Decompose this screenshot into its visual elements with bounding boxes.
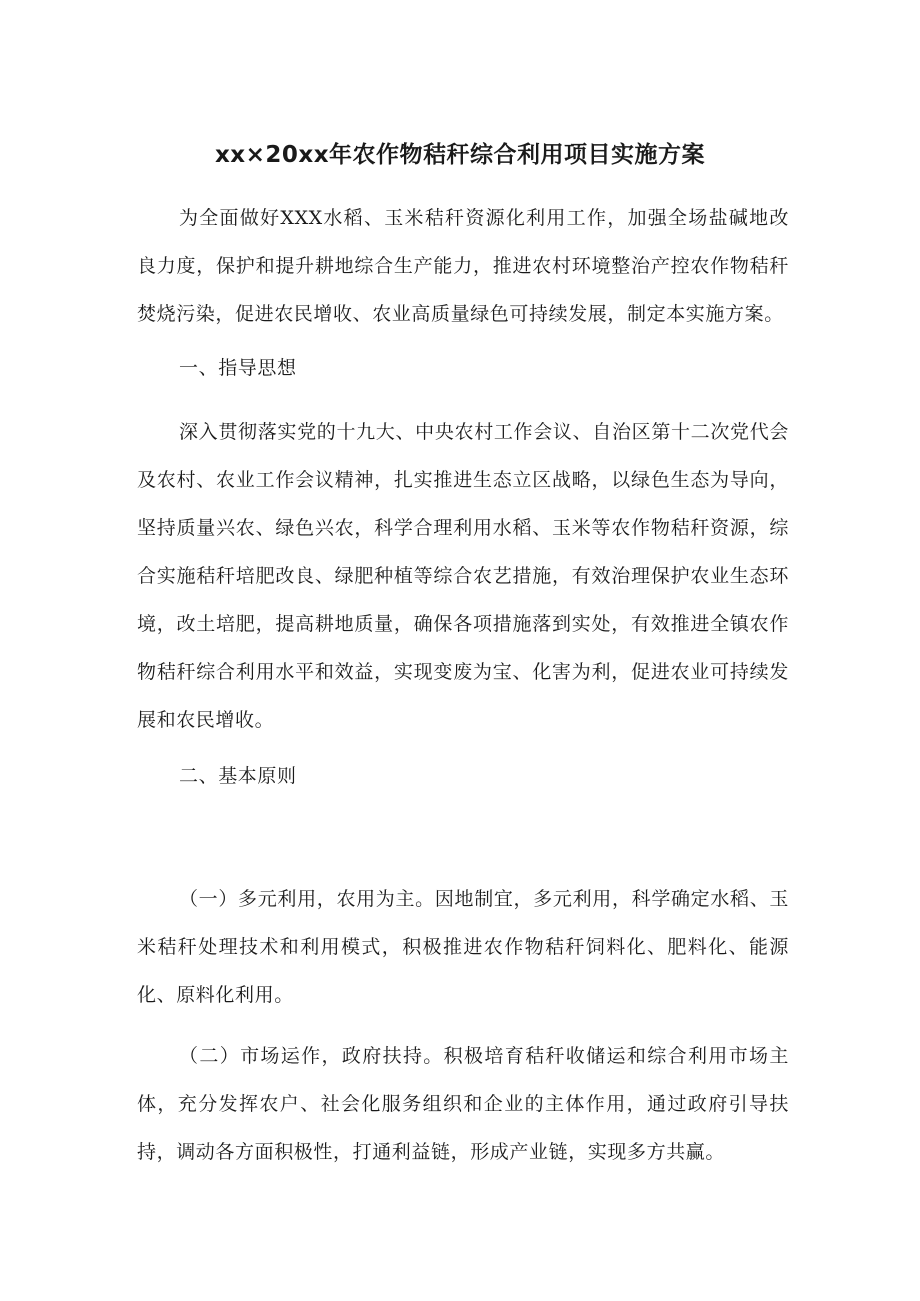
principle-paragraph-2: （二）市场运作，政府扶持。积极培育秸秆收储运和综合利用市场主体，充分发挥农户、社会化服务组织和企业的主体作用，通过政府引导扶持，调动各方面积极性，打通利益链，形成产业链，实现多方共赢。 bbox=[137, 1045, 789, 1163]
guiding-ideology-paragraph: 深入贯彻落实党的十九大、中央农村工作会议、自治区第十二次党代会及农村、农业工作会议精神，扎实推进生态立区战略，以绿色生态为导向，坚持质量兴农、绿色兴农，科学合理利用水稻、玉米等农作物秸秆资源，综合实施秸秆培肥改良、绿肥种植等综合农艺措施，有效治理保护农业生态环境，改土培肥，提高耕地质量，确保各项措施落到实处，有效推进全镇农作物秸秆综合利用水平和效益，实现变废为宝、化害为利，促进农业可持续发展和农民增收。 bbox=[137, 421, 789, 731]
section-heading-guiding-ideology: 一、指导思想 bbox=[179, 357, 297, 379]
principle-paragraph-1: （一）多元利用，农用为主。因地制宜，多元利用，科学确定水稻、玉米秸秆处理技术和利用模式，积极推进农作物秸秆饲料化、肥料化、能源化、原料化利用。 bbox=[137, 888, 789, 1006]
section-heading-basic-principles: 二、基本原则 bbox=[179, 765, 297, 787]
intro-paragraph: 为全面做好XXX水稻、玉米秸秆资源化利用工作，加强全场盐碱地改良力度，保护和提升耕地综合生产能力，推进农村环境整治产控农作物秸秆焚烧污染，促进农民增收、农业高质量绿色可持续发展，制定本实施方案。 bbox=[137, 207, 789, 325]
document-title: xx×20xx年农作物秸秆综合利用项目实施方案 bbox=[214, 142, 706, 168]
